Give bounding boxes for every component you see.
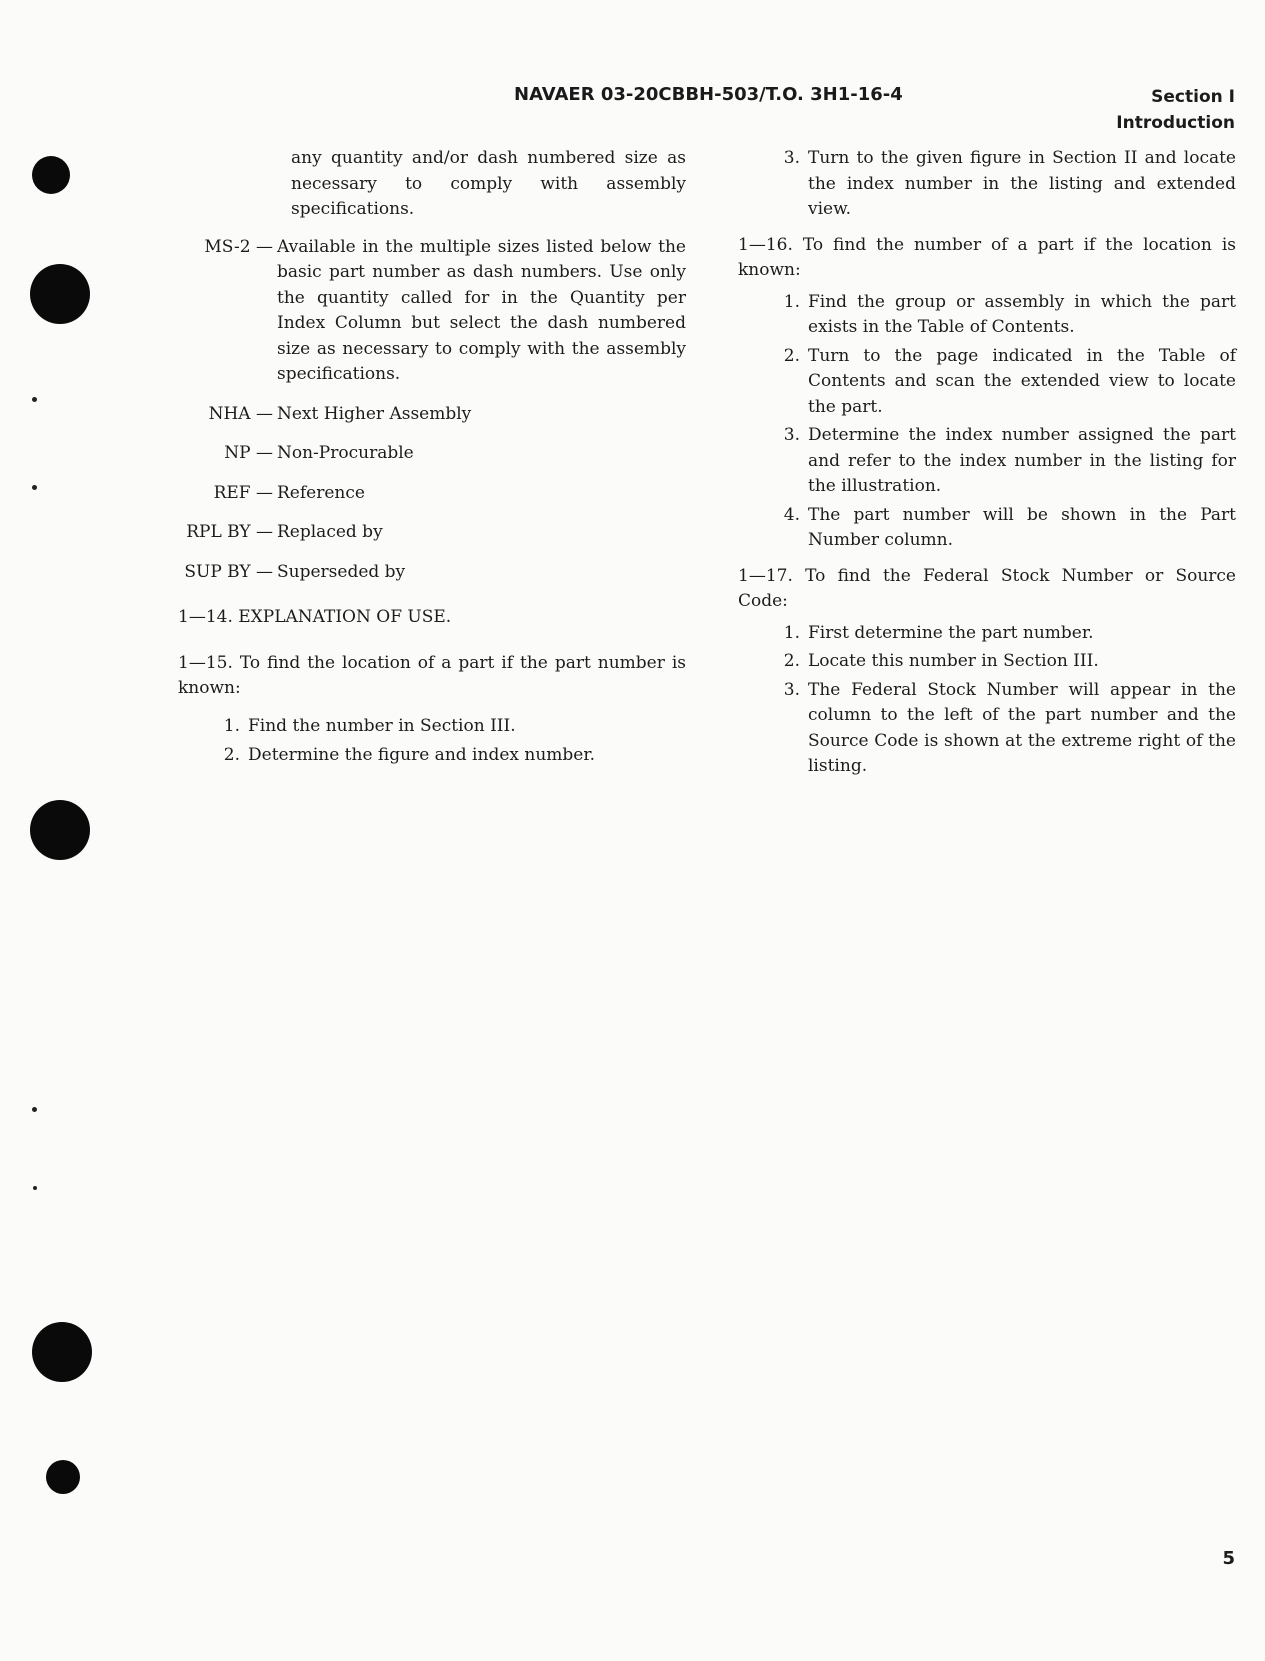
abbreviation-key: REF — — [213, 482, 273, 503]
abbreviation-desc: Non-Procurable — [277, 443, 414, 463]
abbreviation-key: NP — — [224, 443, 273, 463]
abbreviation-desc: Reference — [277, 482, 365, 503]
list-item — [768, 649, 1236, 675]
list-item — [768, 290, 1236, 341]
binder-hole — [46, 1460, 80, 1494]
list-text: Determine the index number assigned the part and refer to the index number in the listing for the illustration. — [808, 425, 1236, 496]
abbreviation-desc: Available in the multiple sizes listed below the basic part number as dash numbers. Use only the quantity called for in the Quantity per Index Column but select the dash numbered size as necessary to comply with the assembly specifications. — [277, 236, 686, 384]
list-item — [768, 423, 1236, 500]
document-number: NAVAER 03-20CBBH-503/T.O. 3H1-16-4 — [514, 84, 903, 105]
continuation-text: any quantity and/or dash numbered size as necessary to comply with assembly specifications. — [291, 148, 686, 219]
binder-hole — [32, 156, 70, 194]
left-column — [178, 146, 686, 772]
abbreviation-row — [178, 235, 686, 388]
paragraph: 1—17. To find the Federal Stock Number or Source Code: — [738, 565, 1236, 611]
binder-hole — [30, 800, 90, 860]
margin-speck — [32, 1107, 37, 1112]
list-text: Locate this number in Section III. — [808, 651, 1099, 671]
list-text: Determine the figure and index number. — [248, 745, 595, 765]
abbreviation-row — [178, 481, 686, 507]
section-heading: 1—14. EXPLANATION OF USE. — [178, 607, 452, 627]
list-text: Turn to the given figure in Section II and locate the index number in the listing and extended view. — [808, 148, 1236, 219]
list-item — [768, 503, 1236, 554]
list-number: 4. — [783, 504, 800, 525]
section-header — [1116, 84, 1235, 136]
margin-speck — [32, 485, 37, 490]
margin-speck — [32, 397, 37, 402]
section-label: Section I — [1151, 87, 1235, 107]
abbreviation-key: NHA — — [208, 403, 273, 424]
list-number: 3. — [783, 679, 800, 700]
list-number: 2. — [223, 745, 240, 765]
right-column — [738, 146, 1236, 783]
list-number: 1. — [223, 715, 240, 736]
list-number: 1. — [783, 291, 800, 312]
abbreviation-desc: Superseded by — [277, 561, 406, 582]
abbreviation-row — [178, 520, 686, 546]
binder-hole — [30, 264, 90, 324]
list-number: 2. — [783, 651, 800, 671]
list-text: Turn to the page indicated in the Table of Contents and scan the extended view to locate the part. — [808, 345, 1236, 417]
abbreviation-key: RPL BY — — [186, 522, 273, 542]
binder-hole — [32, 1322, 92, 1382]
paragraph: 1—15. To find the location of a part if the part number is known: — [178, 652, 686, 698]
list-number: 1. — [783, 622, 800, 643]
list-number: 3. — [783, 148, 800, 168]
abbreviation-row — [178, 441, 686, 467]
section-title: Introduction — [1116, 113, 1235, 133]
list-number: 2. — [783, 345, 800, 366]
list-text: The Federal Stock Number will appear in the column to the left of the part number and the Source Code is shown at the extreme right of the listing. — [808, 679, 1236, 776]
list-text: The part number will be shown in the Part Number column. — [808, 504, 1236, 550]
margin-speck — [33, 1186, 37, 1190]
paragraph: 1—16. To find the number of a part if the location is known: — [738, 234, 1236, 280]
abbreviation-desc: Next Higher Assembly — [277, 403, 472, 424]
list-item — [768, 621, 1236, 647]
page-number: 5 — [1222, 1548, 1235, 1569]
abbreviation-row — [178, 402, 686, 428]
list-item — [768, 678, 1236, 780]
list-text: First determine the part number. — [808, 622, 1094, 643]
list-item — [768, 146, 1236, 223]
list-number: 3. — [783, 425, 800, 445]
list-item — [768, 344, 1236, 421]
abbreviation-row — [178, 560, 686, 586]
abbreviation-key: SUP BY — — [184, 561, 273, 582]
list-text: Find the group or assembly in which the part exists in the Table of Contents. — [808, 291, 1236, 337]
list-item — [208, 743, 686, 769]
abbreviation-desc: Replaced by — [277, 522, 383, 542]
list-item — [208, 714, 686, 740]
list-text: Find the number in Section III. — [248, 715, 516, 736]
abbreviation-key: MS-2 — — [204, 236, 273, 257]
